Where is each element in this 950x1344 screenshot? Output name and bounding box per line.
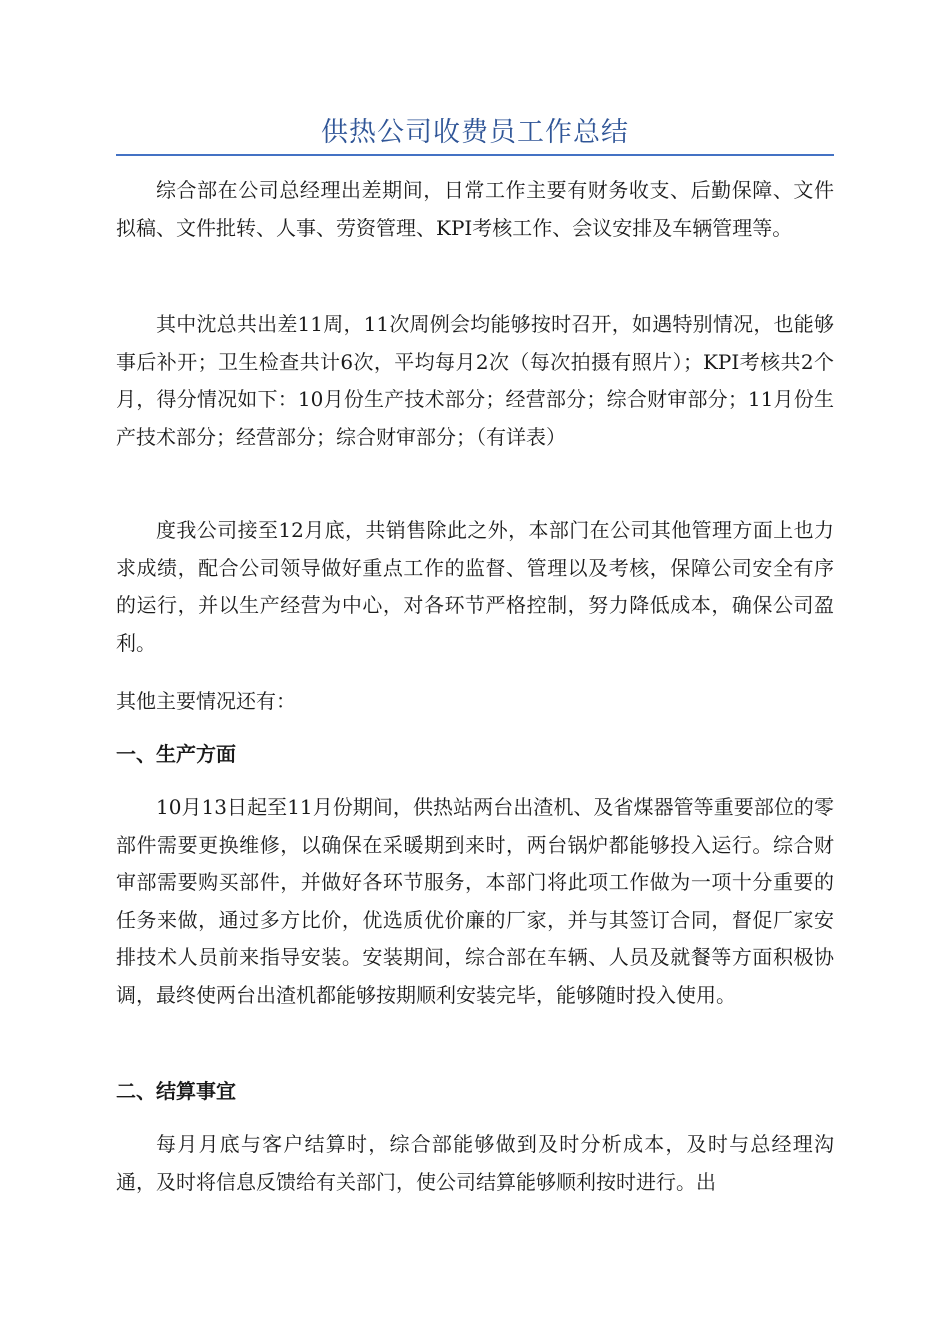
section-heading-production: 一、生产方面 (116, 742, 236, 766)
title-underline (116, 154, 834, 156)
paragraph-production: 10月13日起至11月份期间，供热站两台出渣机、及省煤器管等重要部位的零部件需要更换维修，以确保在采暖期到来时，两台锅炉都能够投入运行。综合财审部需要购买部件，并做好各环节服务，本部门将此项工作做为一项十分重要的任务来做，通过多方比价，优选质优价廉的厂家，并与其签订合同，督促厂家安排技术人员前来指导安装。安装期间，综合部在车辆、人员及就餐等方面积极协调，最终使两台出渣机都能够按期顺利安装完毕，能够随时投入使用。 (116, 795, 834, 1007)
paragraph-meetings-kpi: 其中沈总共出差11周，11次周例会均能够按时召开，如遇特别情况，也能够事后补开；卫生检查共计6次，平均每月2次（每次拍摄有照片）；KPI考核共2个月，得分情况如下：10月份生产技术部分；经营部分；综合财审部分；11月份生产技术部分；经营部分；综合财审部分；（有详表） (116, 312, 834, 449)
paragraph-settlement: 每月月底与客户结算时，综合部能够做到及时分析成本，及时与总经理沟通，及时将信息反馈给有关部门，使公司结算能够顺利按时进行。出 (116, 1132, 834, 1194)
document-title: 供热公司收费员工作总结 (321, 117, 629, 148)
paragraph-management: 度我公司接至12月底，共销售除此之外，本部门在公司其他管理方面上也力求成绩，配合公司领导做好重点工作的监督、管理以及考核，保障公司安全有序的运行，并以生产经营为中心，对各环节严格控制，努力降低成本，确保公司盈利。 (116, 518, 834, 655)
section-heading-settlement: 二、结算事宜 (116, 1079, 236, 1103)
paragraph-other-intro: 其他主要情况还有： (116, 689, 296, 713)
paragraph-overview: 综合部在公司总经理出差期间，日常工作主要有财务收支、后勤保障、文件拟稿、文件批转、人事、劳资管理、KPI考核工作、会议安排及车辆管理等。 (116, 178, 834, 240)
